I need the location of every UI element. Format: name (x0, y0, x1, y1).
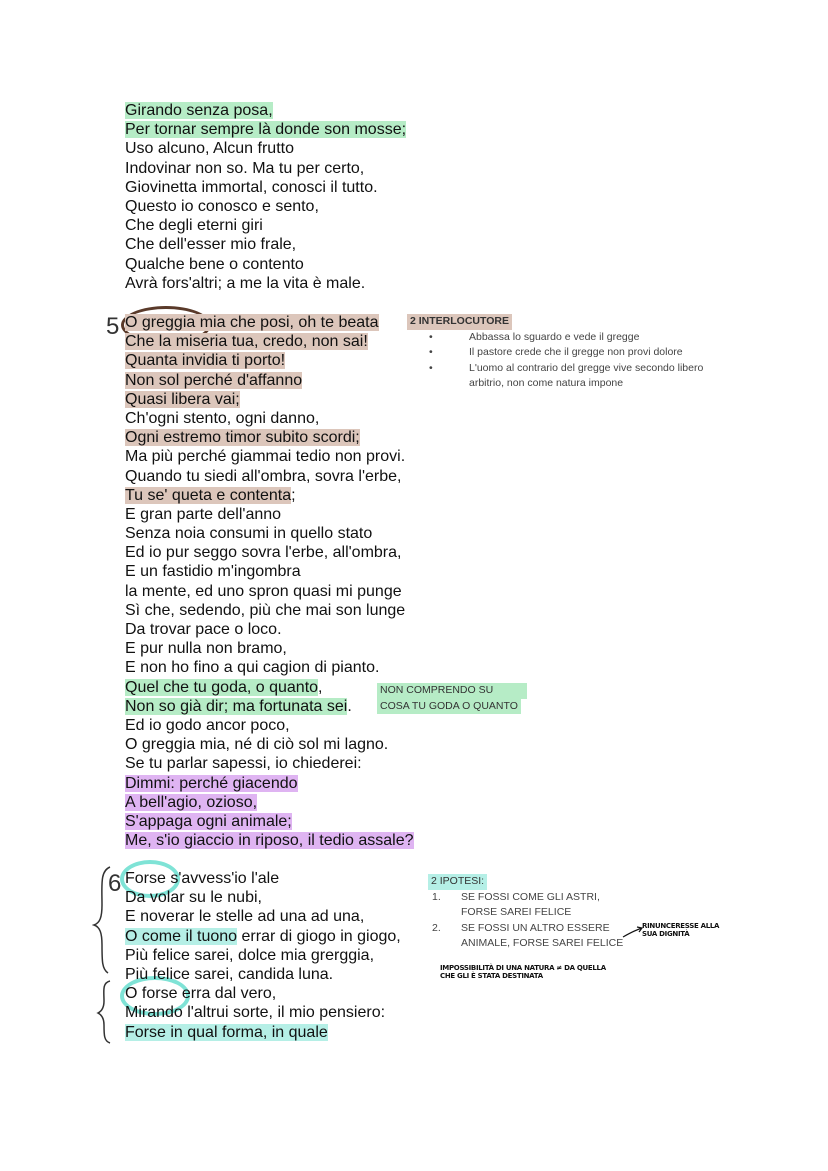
highlighted-text: A bell'agio, ozioso, (125, 793, 258, 811)
verse-line (125, 869, 401, 888)
verse-text: Avrà fors'altri; a me la vita è male. (125, 274, 366, 292)
note-title: 2 INTERLOCUTORE (407, 314, 512, 330)
verse-line (125, 505, 414, 524)
highlighted-text: Che la miseria tua, credo, non sai! (125, 333, 368, 351)
verse-line (125, 486, 414, 505)
arrow-icon (622, 925, 644, 939)
verse-text: O forse erra dal vero, (125, 985, 277, 1003)
list-item-text: L'uomo al contrario del gregge vive secondo libero arbitrio, non come natura impone (469, 361, 704, 389)
verse-line (125, 409, 414, 428)
highlighted-text: S'appaga ogni animale; (125, 812, 292, 830)
verse-text: Da volar su le nubi, (125, 889, 262, 907)
verse-line (125, 371, 414, 390)
verse-line (125, 524, 414, 543)
verse-text: Ed io godo ancor poco, (125, 716, 290, 734)
verse-text: E non ho fino a qui cagion di pianto. (125, 659, 380, 677)
highlighted-text: O come il tuono (125, 927, 238, 945)
verse-text: ; (291, 486, 296, 504)
verse-text: E noverar le stelle ad una ad una, (125, 908, 365, 926)
verse-line (125, 965, 401, 984)
list-item-text: SE FOSSI COME GLI ASTRI, FORSE SAREI FELICE (461, 890, 600, 918)
verse-line (125, 467, 414, 486)
verse-line (125, 582, 414, 601)
stanza-6-number: 6 (108, 870, 122, 897)
verse-text: Ma più perché giammai tedio non provi. (125, 448, 406, 466)
verse-line (125, 735, 414, 754)
highlighted-text: Quanta invidia ti porto! (125, 352, 286, 370)
verse-line (125, 774, 414, 793)
handwritten-note: IMPOSSIBILITÀ DI UNA NATURA ≠ DA QUELLA CHE GLI È STATA DESTINATA (440, 964, 606, 980)
verse-text: Che degli eterni giri (125, 217, 263, 235)
verse-text: Ed io pur seggo sovra l'erbe, all'ombra, (125, 544, 402, 562)
verse-line (125, 235, 406, 254)
highlighted-text: Dimmi: perché giacendo (125, 774, 298, 792)
verse-line (125, 313, 414, 332)
verse-text: Uso alcuno, Alcun frutto (125, 140, 294, 158)
verse-line (125, 543, 414, 562)
stanza-4 (125, 101, 406, 293)
verse-text: Qualche bene o contento (125, 255, 304, 273)
verse-text: E gran parte dell'anno (125, 505, 282, 523)
verse-line (125, 178, 406, 197)
verse-line (125, 984, 401, 1003)
highlighted-text: Tu se' queta e contenta (125, 486, 292, 504)
note-line: COSA TU GODA O QUANTO (377, 699, 521, 715)
verse-text: Da trovar pace o loco. (125, 621, 282, 638)
verse-text: la mente, ed uno spron quasi mi punge (125, 582, 402, 600)
list-item-text: Abbassa lo sguardo e vede il gregge (469, 330, 640, 343)
verse-line (125, 562, 414, 581)
verse-text: Ch'ogni stento, ogni danno, (125, 409, 320, 427)
highlighted-text: Quel che tu goda, o quanto (125, 678, 319, 696)
handwritten-note: RINUNCERESSE ALLA SUA DIGNITÀ (642, 922, 720, 938)
list-item (428, 921, 638, 952)
verse-line (125, 390, 414, 409)
verse-line (125, 139, 406, 158)
verse-line (125, 1003, 401, 1022)
verse-text: Giovinetta immortal, conosci il tutto. (125, 178, 378, 196)
highlighted-text: Non sol perché d'affanno (125, 371, 303, 389)
list-number: 1. (432, 890, 441, 903)
highlighted-text: Non so già dir; ma fortunata sei (125, 697, 348, 715)
verse-text: Se tu parlar sapessi, io chiederei: (125, 755, 362, 773)
note-ipotesi (428, 874, 638, 952)
verse-line (125, 332, 414, 351)
verse-line (125, 120, 406, 139)
verse-line (125, 1023, 401, 1042)
verse-line (125, 907, 401, 926)
verse-text: Mirando l'altrui sorte, il mio pensiero: (125, 1004, 386, 1022)
verse-text: E pur nulla non bramo, (125, 640, 287, 658)
verse-line (125, 447, 414, 466)
list-item: • Abbassa lo sguardo e vede il gregge (429, 330, 640, 343)
verse-line (125, 927, 401, 946)
verse-line (125, 197, 406, 216)
verse-text: Questo io conosco e sento, (125, 197, 319, 215)
stanza-6 (125, 869, 401, 1042)
note-title: 2 IPOTESI: (428, 874, 487, 890)
verse-text: , (318, 678, 323, 696)
verse-line (125, 831, 414, 850)
verse-line (125, 101, 406, 120)
list-item: • Il pastore crede che il gregge non provi dolore (429, 346, 683, 358)
verse-text: . (347, 697, 352, 715)
verse-text: Più felice sarei, candida luna. (125, 965, 334, 983)
verse-line (125, 697, 414, 716)
verse-line (125, 658, 414, 677)
list-item (428, 890, 638, 921)
verse-line (125, 428, 414, 447)
highlighted-text: Forse in qual forma, in quale (125, 1023, 328, 1041)
verse-line (125, 946, 401, 965)
verse-text: Indovinar non so. Ma tu per certo, (125, 159, 365, 177)
list-item-text: SE FOSSI UN ALTRO ESSERE ANIMALE, FORSE SAREI FELICE (461, 921, 624, 949)
verse-line (125, 601, 414, 620)
note-line: NON COMPRENDO SU (377, 683, 527, 699)
verse-line (125, 754, 414, 773)
verse-text: Che dell'esser mio frale, (125, 236, 297, 254)
verse-line (125, 620, 414, 639)
verse-text: Più felice sarei, dolce mia grerggia, (125, 946, 375, 964)
stanza-5-number: 5 (106, 313, 120, 340)
note-interlocutore (407, 314, 727, 392)
verse-text: Quando tu siedi all'ombra, sovra l'erbe, (125, 467, 402, 485)
verse-text: Sì che, sedendo, più che mai son lunge (125, 601, 406, 619)
verse-line (125, 274, 406, 293)
verse-line (125, 159, 406, 178)
verse-text: O greggia mia, né di ciò sol mi lagno. (125, 736, 389, 754)
highlighted-text: O greggia mia che posi, oh te beata (125, 314, 379, 331)
verse-line (125, 639, 414, 658)
verse-text: errar di giogo in giogo, (237, 927, 401, 945)
list-item-text: Il pastore crede che il gregge non provi dolore (469, 346, 683, 358)
highlighted-text: Me, s'io giaccio in riposo, il tedio assale? (125, 832, 414, 850)
highlighted-text: Ogni estremo timor subito scordi; (125, 429, 360, 447)
verse-text: E un fastidio m'ingombra (125, 563, 301, 581)
verse-line (125, 216, 406, 235)
highlighted-text: Quasi libera vai; (125, 390, 240, 408)
verse-text: Senza noia consumi in quello stato (125, 525, 373, 543)
verse-text: Forse s'avvess'io l'ale (125, 870, 280, 887)
verse-line (125, 812, 414, 831)
list-item: • L'uomo al contrario del gregge vive secondo libero arbitrio, non come natura impone (429, 361, 704, 389)
highlighted-text: Girando senza posa, (125, 102, 273, 119)
verse-line (125, 716, 414, 735)
stanza-5 (125, 313, 414, 850)
note-comprendo (377, 683, 527, 714)
verse-line (125, 255, 406, 274)
verse-line (125, 888, 401, 907)
verse-line (125, 793, 414, 812)
list-number: 2. (432, 921, 441, 934)
highlighted-text: Per tornar sempre là donde son mosse; (125, 121, 407, 139)
verse-line (125, 351, 414, 370)
verse-line (125, 678, 414, 697)
